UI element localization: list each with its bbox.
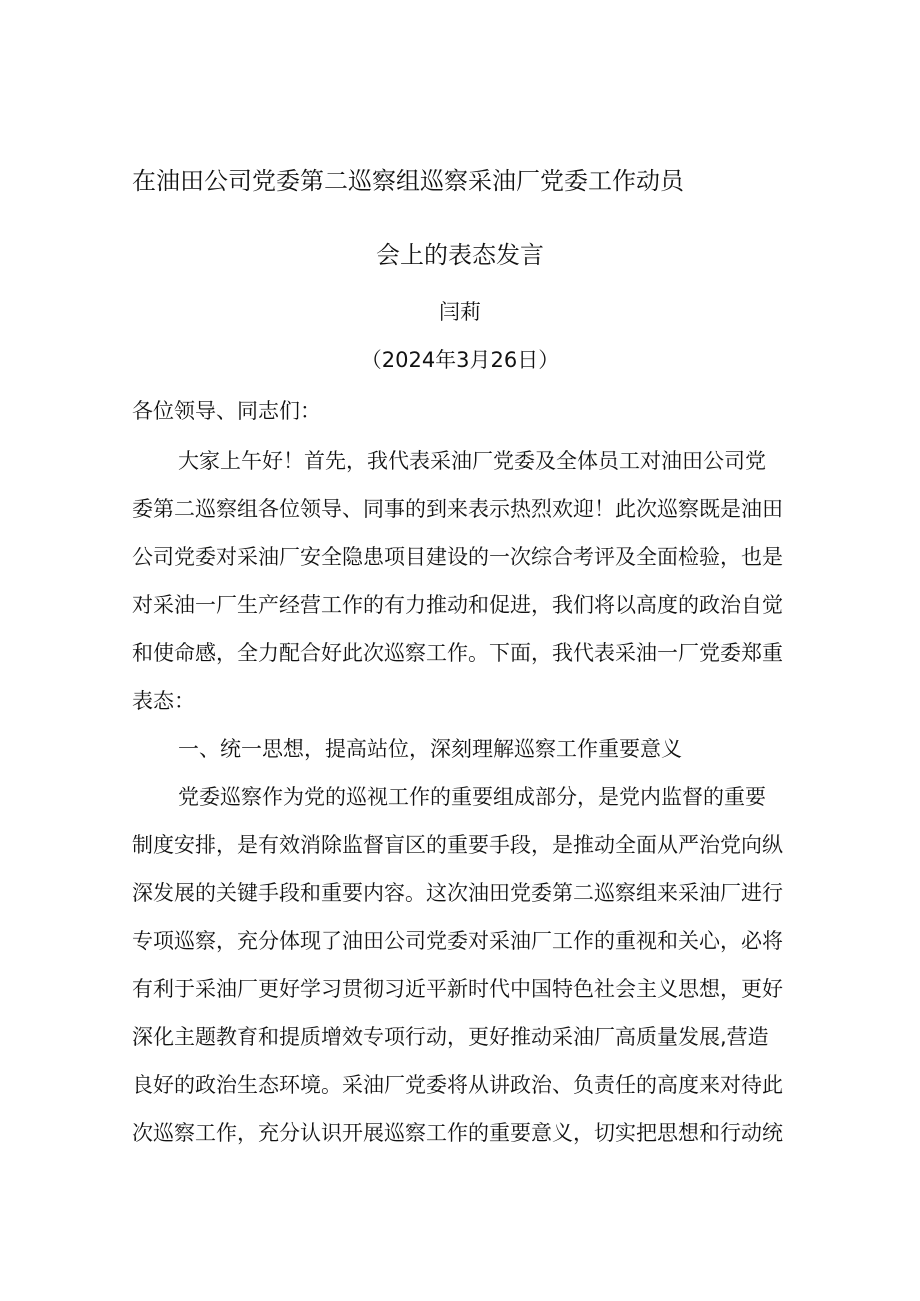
body-line: 深化主题教育和提质增效专项行动，更好推动采油厂高质量发展,营造 bbox=[132, 1025, 769, 1049]
body-line: 有利于采油厂更好学习贯彻习近平新时代中国特色社会主义思想，更好 bbox=[132, 977, 783, 1001]
body-line: 和使命感，全力配合好此次巡察工作。下面，我代表采油一厂党委郑重 bbox=[132, 641, 783, 665]
body-line: 对采油一厂生产经营工作的有力推动和促进，我们将以高度的政治自觉 bbox=[132, 593, 783, 617]
body-line-greeting: 各位领导、同志们： bbox=[132, 399, 321, 423]
body-line: 表态： bbox=[132, 689, 195, 713]
body-line: 党委巡察作为党的巡视工作的重要组成部分，是党内监督的重要 bbox=[178, 785, 766, 809]
document-title-line-1: 在油田公司党委第二巡察组巡察采油厂党委工作动员 bbox=[132, 167, 684, 195]
body-line: 次巡察工作，充分认识开展巡察工作的重要意义，切实把思想和行动统 bbox=[132, 1121, 783, 1145]
body-line: 制度安排，是有效消除监督盲区的重要手段，是推动全面从严治党向纵 bbox=[132, 833, 783, 857]
body-line: 良好的政治生态环境。采油厂党委将从讲政治、负责任的高度来对待此 bbox=[132, 1073, 783, 1097]
author-name: 闫莉 bbox=[439, 300, 481, 324]
body-line: 大家上午好！首先，我代表采油厂党委及全体员工对油田公司党 bbox=[178, 449, 766, 473]
speech-date: （2024年3月26日） bbox=[360, 348, 560, 372]
body-line: 专项巡察，充分体现了油田公司党委对采油厂工作的重视和关心，必将 bbox=[132, 929, 783, 953]
section-heading: 一、统一思想，提高站位，深刻理解巡察工作重要意义 bbox=[178, 737, 682, 761]
body-line: 委第二巡察组各位领导、同事的到来表示热烈欢迎！此次巡察既是油田 bbox=[132, 497, 783, 521]
document-title-line-2: 会上的表态发言 bbox=[376, 241, 544, 269]
body-line: 公司党委对采油厂安全隐患项目建设的一次综合考评及全面检验，也是 bbox=[132, 545, 783, 569]
body-line: 深发展的关键手段和重要内容。这次油田党委第二巡察组来采油厂进行 bbox=[132, 881, 783, 905]
